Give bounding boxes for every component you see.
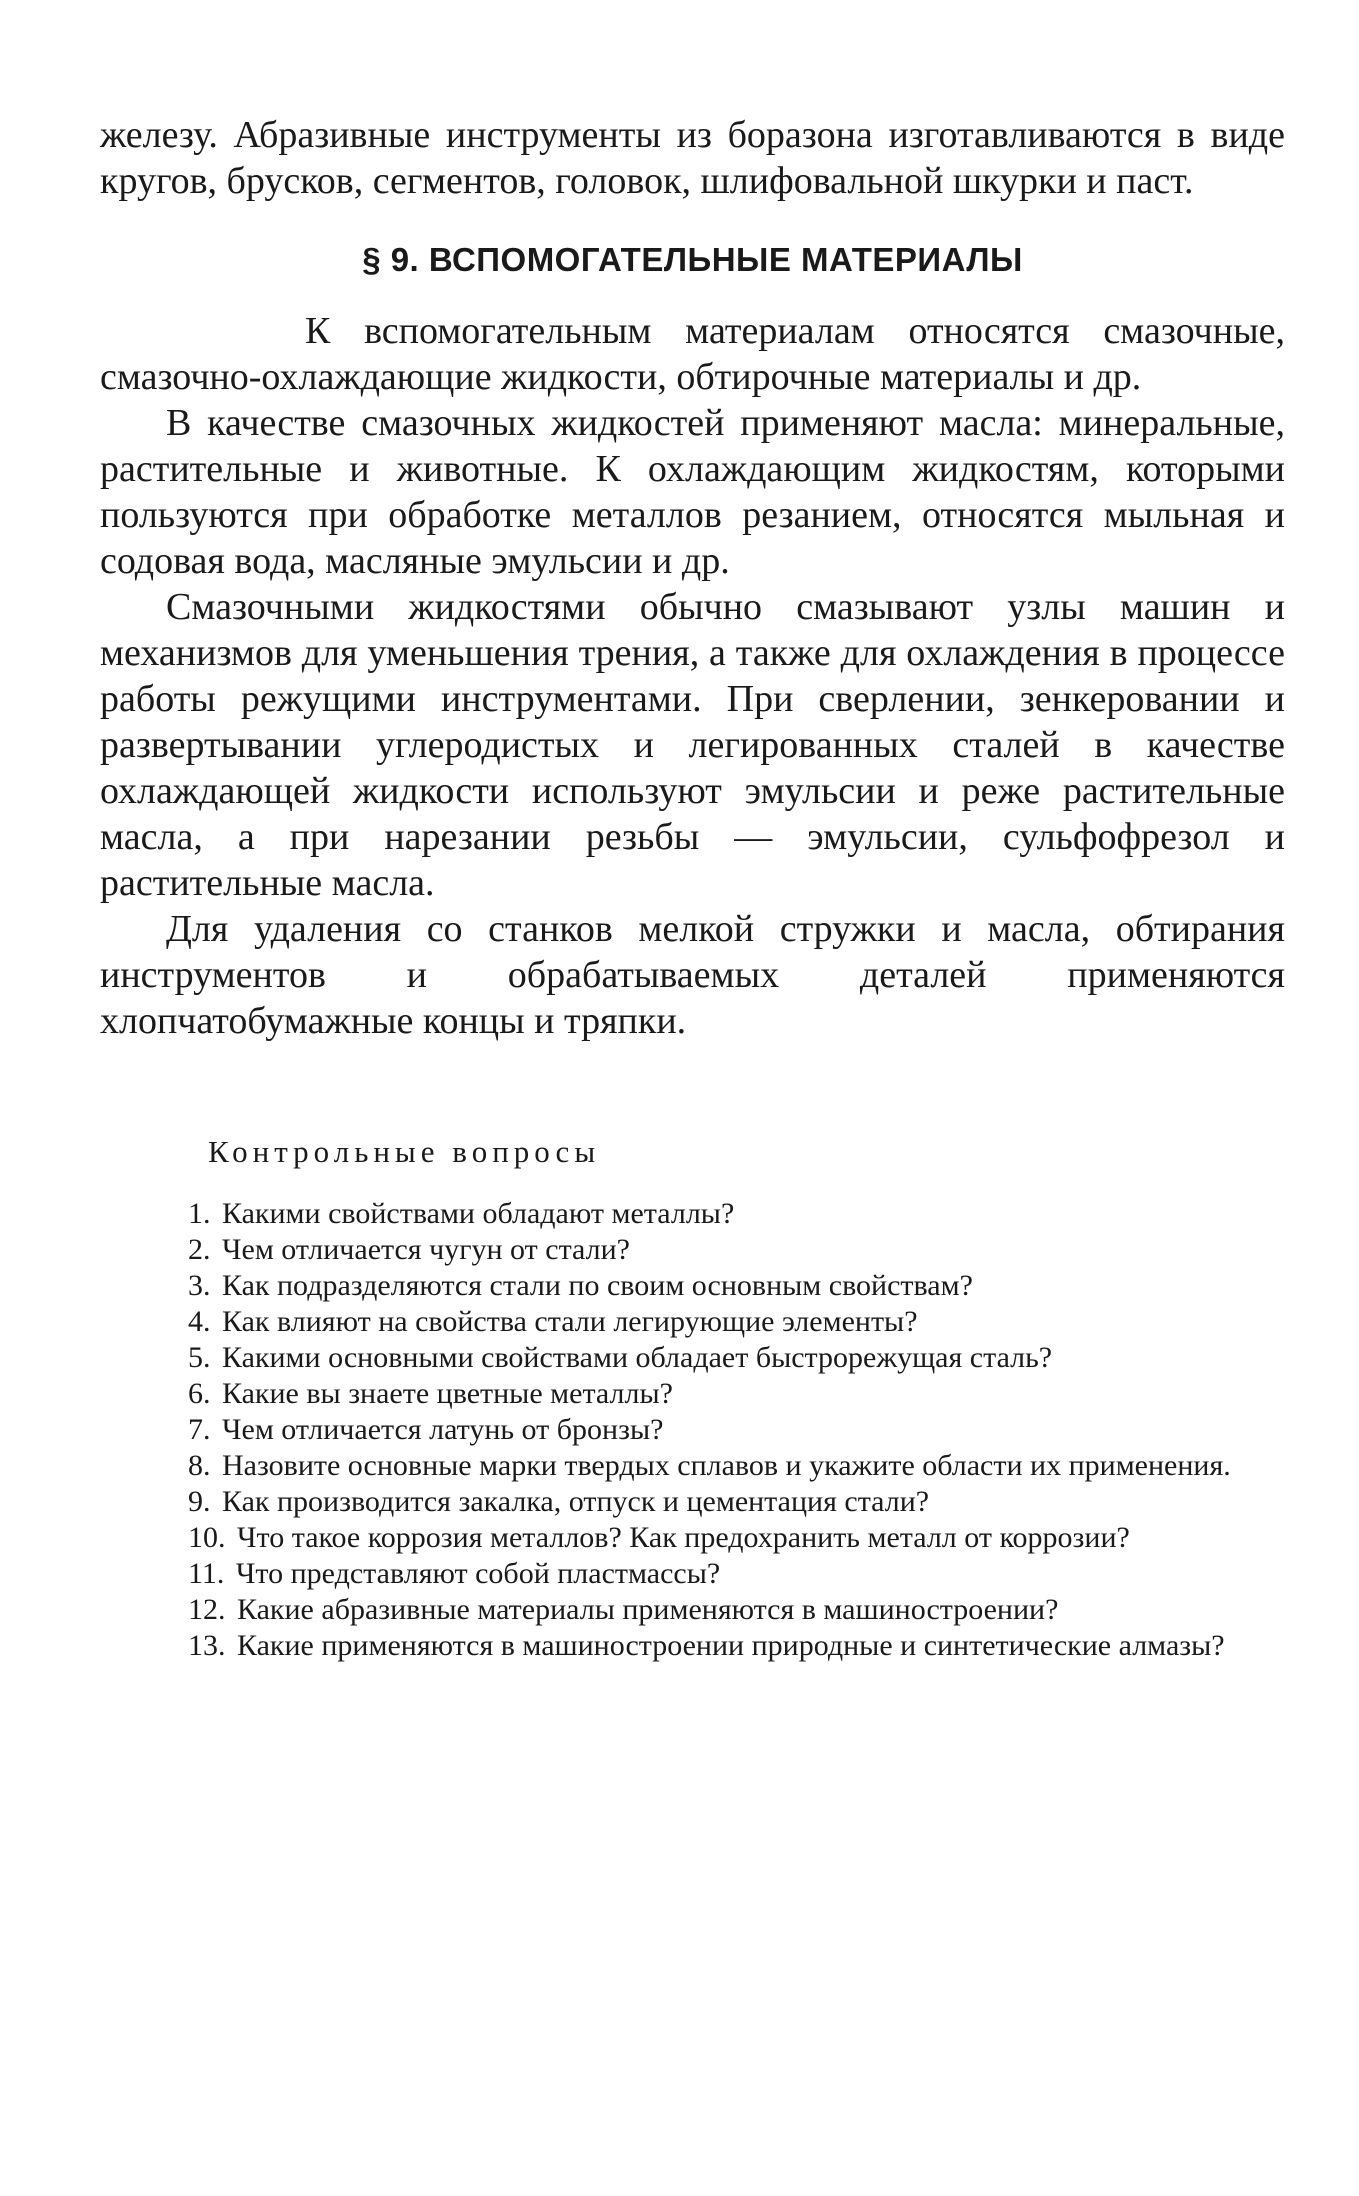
- review-questions-list: [100, 1196, 1285, 1664]
- question-number: 12.: [188, 1593, 226, 1626]
- question-number: 9.: [188, 1485, 211, 1518]
- section-paragraph-2: В качестве смазочных жидкостей применяют масла: минеральные, растительные и животные. К охлаждающим жидкостям, которыми пользуются при обработке металлов резанием, относятся мыльная и содовая вода, масляные эмульсии и др.: [100, 402, 1285, 582]
- page-content: [100, 112, 1285, 1664]
- question-item: [100, 1556, 1285, 1592]
- question-text: Назовите основные марки твердых сплавов и укажите области их применения.: [222, 1449, 1231, 1482]
- section-paragraph-1: К вспомогательным материалам относятся смазочные, смазочно-охлаждающие жидкости, обтирочные материалы и др.: [100, 310, 1285, 398]
- section-paragraph-4: Для удаления со станков мелкой стружки и масла, обтирания инструментов и обрабатываемых деталей применяются хлопчатобумажные концы и тряпки.: [100, 908, 1285, 1042]
- question-text: Какие абразивные материалы применяются в машиностроении?: [237, 1593, 1059, 1626]
- question-item: [100, 1232, 1285, 1268]
- question-text: Какими основными свойствами обладает быстрорежущая сталь?: [222, 1341, 1053, 1374]
- question-item: [100, 1448, 1285, 1484]
- question-number: 8.: [188, 1449, 211, 1482]
- question-number: 11.: [188, 1557, 225, 1590]
- question-text: Как влияют на свойства стали легирующие элементы?: [222, 1305, 918, 1338]
- question-number: 1.: [188, 1197, 211, 1230]
- question-text: Как производится закалка, отпуск и цементация стали?: [222, 1485, 930, 1518]
- question-item: [100, 1484, 1285, 1520]
- question-item: [100, 1520, 1285, 1556]
- section-paragraph-3: Смазочными жидкостями обычно смазывают узлы машин и механизмов для уменьшения трения, а также для охлаждения в процессе работы режущими инструментами. При сверлении, зенкеровании и развертывании углеродистых и легированных сталей в качестве охлаждающей жидкости используют эмульсии и реже растительные масла, а при нарезании резьбы — эмульсии, сульфофрезол и растительные масла.: [100, 586, 1285, 904]
- question-number: 4.: [188, 1305, 211, 1338]
- question-text: Какие применяются в машиностроении природные и синтетические алмазы?: [237, 1629, 1225, 1662]
- question-item: [100, 1268, 1285, 1304]
- question-item: [100, 1376, 1285, 1412]
- question-number: 13.: [188, 1629, 226, 1662]
- question-item: [100, 1412, 1285, 1448]
- section-heading: § 9. ВСПОМОГАТЕЛЬНЫЕ МАТЕРИАЛЫ: [362, 241, 1023, 278]
- question-number: 6.: [188, 1377, 211, 1410]
- question-text: Что такое коррозия металлов? Как предохранить металл от коррозии?: [237, 1521, 1130, 1554]
- question-text: Чем отличается чугун от стали?: [222, 1233, 630, 1266]
- question-text: Как подразделяются стали по своим основным свойствам?: [222, 1269, 973, 1302]
- question-number: 5.: [188, 1341, 211, 1374]
- question-number: 2.: [188, 1233, 211, 1266]
- question-number: 10.: [188, 1521, 226, 1554]
- question-text: Чем отличается латунь от бронзы?: [222, 1413, 664, 1446]
- question-item: [100, 1304, 1285, 1340]
- question-text: Какими свойствами обладают металлы?: [222, 1197, 735, 1230]
- review-questions-title: Контрольные вопросы: [208, 1134, 601, 1169]
- question-item: [100, 1628, 1285, 1664]
- question-text: Что представляют собой пластмассы?: [235, 1557, 721, 1590]
- question-number: 7.: [188, 1413, 211, 1446]
- question-text: Какие вы знаете цветные металлы?: [222, 1377, 673, 1410]
- question-item: [100, 1340, 1285, 1376]
- question-number: 3.: [188, 1269, 211, 1302]
- question-item: [100, 1196, 1285, 1232]
- intro-paragraph: железу. Абразивные инструменты из боразона изготавливаются в виде кругов, брусков, сегментов, головок, шлифовальной шкурки и паст.: [100, 114, 1285, 202]
- question-item: [100, 1592, 1285, 1628]
